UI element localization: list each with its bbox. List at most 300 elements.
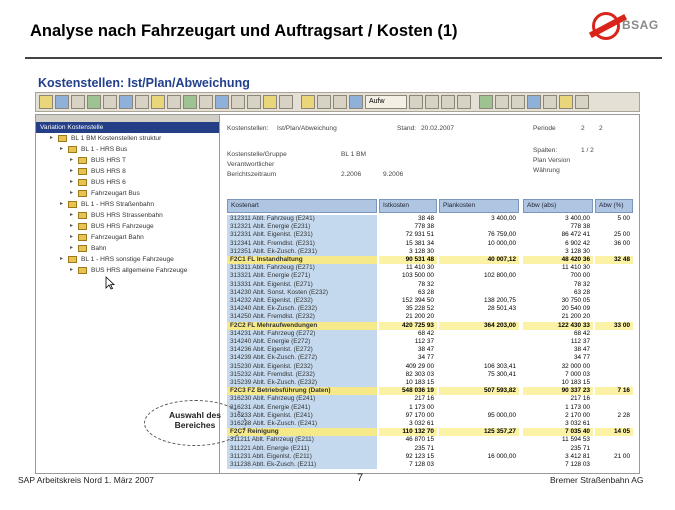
expand-icon[interactable]: ▸ (50, 135, 54, 141)
selection-callout (144, 400, 246, 446)
grid-sum-row[interactable] (227, 322, 633, 330)
tb-find-icon[interactable] (199, 95, 213, 109)
cell-ist: 21 200 20 (379, 313, 437, 321)
cell-abs: 3 128 30 (523, 248, 593, 256)
folder-icon (68, 256, 77, 263)
expand-icon[interactable]: ▸ (70, 223, 74, 229)
header-divider (25, 57, 662, 59)
berichtszeitraum-to: 9.2006 (383, 171, 404, 178)
kostenstellen-label: Kostenstellen: (227, 125, 269, 132)
tree-item-label: BUS HRS allgemeine Fahrzeuge (91, 267, 188, 274)
cell-abs: 78 32 (523, 281, 593, 289)
cell-abs: 68 42 (523, 330, 593, 338)
kostenstelle-value: BL 1 BM (341, 151, 367, 158)
tb-settings-icon[interactable] (279, 95, 293, 109)
cell-ist: 112 37 (379, 338, 437, 346)
tb-variant-icon[interactable] (263, 95, 277, 109)
cell-ist: 82 303 03 (379, 371, 437, 379)
folder-icon (78, 157, 87, 164)
tree-item[interactable] (36, 265, 219, 276)
col-header-kostenart[interactable]: Kostenart (227, 199, 377, 213)
expand-icon[interactable]: ▸ (70, 157, 74, 163)
cell-name: 316238 Ablt. Ek-Zusch. (E241) (227, 420, 377, 428)
table-row[interactable] (227, 354, 633, 362)
tree-item[interactable] (36, 243, 219, 254)
grid-sum-row[interactable] (227, 387, 633, 395)
cell-pct (595, 420, 633, 428)
cell-plan: 76 759,00 (439, 231, 519, 239)
cell-abs: 90 337 23 (523, 387, 593, 395)
verantwortlicher-label: Verantwortlicher (227, 161, 275, 168)
table-row[interactable] (227, 330, 633, 338)
cell-ist: 7 128 03 (379, 461, 437, 469)
table-row[interactable] (227, 379, 633, 387)
table-row[interactable] (227, 281, 633, 289)
table-row[interactable] (227, 412, 633, 420)
col-header-pct[interactable]: Abw (%) (595, 199, 633, 213)
table-row[interactable] (227, 215, 633, 223)
table-row[interactable] (227, 346, 633, 354)
cell-name: 315232 Ablt. Fremdlst. (E232) (227, 371, 377, 379)
cell-abs: 7 000 03 (523, 371, 593, 379)
waehrung-label: Währung (533, 167, 560, 174)
cell-ist: 235 71 (379, 445, 437, 453)
cell-abs: 10 183 15 (523, 379, 593, 387)
cell-pct (595, 289, 633, 297)
expand-icon[interactable]: ▸ (60, 146, 64, 152)
tb-save-icon[interactable] (301, 95, 315, 109)
expand-icon[interactable]: ▸ (70, 212, 74, 218)
cell-abs: 2 170 00 (523, 412, 593, 420)
table-row[interactable] (227, 338, 633, 346)
tree-item[interactable] (36, 232, 219, 243)
cell-abs: 3 400,00 (523, 215, 593, 223)
table-row[interactable] (227, 313, 633, 321)
tb-calc-icon[interactable] (527, 95, 541, 109)
folder-icon (78, 190, 87, 197)
slide-title: Analyse nach Fahrzeugart und Auftragsart / Kosten (1) (30, 22, 458, 40)
page-number: 7 (357, 472, 364, 484)
cell-abs: 217 16 (523, 395, 593, 403)
tb-back-icon[interactable] (317, 95, 331, 109)
cell-pct (595, 338, 633, 346)
cell-abs: 700 00 (523, 272, 593, 280)
tb-hierarchy-icon[interactable] (247, 95, 261, 109)
cell-pct (595, 223, 633, 231)
cell-name: 314230 Ablt. Sonst. Kosten (E232) (227, 289, 377, 297)
cell-pct (595, 346, 633, 354)
tree-item-label: Variation Kostenstelle (40, 124, 104, 131)
cell-plan: 28 501,43 (439, 305, 519, 313)
tb-help-icon[interactable] (575, 95, 589, 109)
grid-sum-row[interactable] (227, 256, 633, 264)
cell-ist: 35 228 52 (379, 305, 437, 313)
sap-toolbar (35, 92, 640, 112)
table-row[interactable] (227, 436, 633, 444)
cell-name: 314232 Ablt. Eigenlst. (E232) (227, 297, 377, 305)
cell-pct: 7 16 (595, 387, 633, 395)
cell-ist: 78 32 (379, 281, 437, 289)
cell-abs: 3 032 61 (523, 420, 593, 428)
bsag-logo (588, 10, 658, 44)
expand-icon[interactable]: ▸ (70, 179, 74, 185)
report-panel (221, 115, 639, 473)
tree-item[interactable] (36, 133, 219, 144)
cell-plan (439, 248, 519, 256)
cell-pct (595, 445, 633, 453)
cell-abs: 7 128 03 (523, 461, 593, 469)
footer-right: Bremer Straßenbahn AG (550, 475, 644, 485)
cell-pct: 36 00 (595, 240, 633, 248)
cell-name: 316231 Ablt. Energie (E241) (227, 404, 377, 412)
cell-plan (439, 354, 519, 362)
tb-field-select[interactable]: Aufw (365, 95, 407, 109)
cell-name: 314240 Ablt. Energie (E272) (227, 338, 377, 346)
tree-item[interactable] (36, 166, 219, 177)
col-header-plan[interactable]: Plankosten (439, 199, 519, 213)
cell-plan: 75 300,41 (439, 371, 519, 379)
cell-ist: 92 123 15 (379, 453, 437, 461)
cell-abs: 38 47 (523, 346, 593, 354)
folder-icon (78, 179, 87, 186)
cell-plan (439, 379, 519, 387)
tree-item[interactable] (36, 221, 219, 232)
folder-icon (58, 135, 67, 142)
cell-abs: 63 28 (523, 289, 593, 297)
cell-name: 311211 Ablt. Fahrzeug (E211) (227, 436, 377, 444)
cell-plan: 95 000,00 (439, 412, 519, 420)
cell-plan (439, 223, 519, 231)
cell-abs: 122 430 33 (523, 322, 593, 330)
tb-export-icon[interactable] (119, 95, 133, 109)
cell-name: 312311 Ablt. Fahrzeug (E241) (227, 215, 377, 223)
table-row[interactable] (227, 461, 633, 469)
table-row[interactable] (227, 240, 633, 248)
cell-plan: 364 203,00 (439, 322, 519, 330)
cell-pct: 21 00 (595, 453, 633, 461)
cell-plan (439, 436, 519, 444)
cell-plan (439, 313, 519, 321)
cell-name: 313331 Ablt. Eigenlst. (E271) (227, 281, 377, 289)
tb-print-icon[interactable] (55, 95, 69, 109)
cell-plan: 106 303,41 (439, 363, 519, 371)
tree-item-label: BUS HRS Strassenbahn (91, 212, 163, 219)
tb-sum-icon[interactable] (183, 95, 197, 109)
tb-grid-icon[interactable] (333, 95, 347, 109)
cell-ist: 97 170 00 (379, 412, 437, 420)
cell-pct: 2 28 (595, 412, 633, 420)
tb-note-icon[interactable] (559, 95, 573, 109)
tb-info-icon[interactable] (349, 95, 363, 109)
table-row[interactable] (227, 395, 633, 403)
tree-item[interactable] (36, 155, 219, 166)
mouse-cursor-icon (105, 276, 115, 290)
tree-item[interactable] (36, 254, 219, 265)
tb-table-icon[interactable] (495, 95, 509, 109)
cell-ist: 72 931 51 (379, 231, 437, 239)
tree-item[interactable] (36, 122, 219, 133)
cell-ist: 34 77 (379, 354, 437, 362)
cell-name: 313321 Ablt. Energie (E271) (227, 272, 377, 280)
cell-name: 312351 Ablt. Ek-Zusch. (E231) (227, 248, 377, 256)
cell-name: 312331 Ablt. Eigenlst. (E231) (227, 231, 377, 239)
footer-left: SAP Arbeitskreis Nord 1. März 2007 (18, 475, 154, 485)
cell-ist: 778 38 (379, 223, 437, 231)
tree-item[interactable] (36, 188, 219, 199)
cell-abs: 7 035 40 (523, 428, 593, 436)
cell-ist: 3 032 61 (379, 420, 437, 428)
cell-pct (595, 305, 633, 313)
cell-ist: 68 42 (379, 330, 437, 338)
berichtszeitraum-from: 2.2006 (341, 171, 362, 178)
cell-plan: 102 800,00 (439, 272, 519, 280)
tree-item-label: BUS HRS Fahrzeuge (91, 223, 154, 230)
cell-name: 314250 Ablt. Fremdlst. (E232) (227, 313, 377, 321)
tb-chart-icon[interactable] (87, 95, 101, 109)
cell-pct (595, 371, 633, 379)
grid-body (227, 215, 633, 473)
cell-pct: 32 48 (595, 256, 633, 264)
tree-item-label: BUS HRS 8 (91, 168, 126, 175)
tree-item-label: BL 1 - HRS Bus (81, 146, 128, 153)
cell-abs: 20 540 09 (523, 305, 593, 313)
tb-select-icon[interactable] (39, 95, 53, 109)
tree-item-label: Bahn (91, 245, 107, 252)
tb-prev-icon[interactable] (425, 95, 439, 109)
folder-icon (78, 168, 87, 175)
cell-plan: 125 357,27 (439, 428, 519, 436)
cell-pct (595, 330, 633, 338)
table-row[interactable] (227, 264, 633, 272)
tb-next-icon[interactable] (441, 95, 455, 109)
cell-plan (439, 330, 519, 338)
expand-icon[interactable]: ▸ (70, 168, 74, 174)
tb-column-icon[interactable] (215, 95, 229, 109)
cell-name: 311221 Ablt. Energie (E211) (227, 445, 377, 453)
cell-pct: 25 00 (595, 231, 633, 239)
cell-plan (439, 264, 519, 272)
table-row[interactable] (227, 305, 633, 313)
expand-icon[interactable]: ▸ (60, 256, 64, 262)
table-row[interactable] (227, 231, 633, 239)
cell-pct (595, 395, 633, 403)
tree-item-label: BUS HRS T (91, 157, 127, 164)
tb-graphic-icon[interactable] (479, 95, 493, 109)
table-row[interactable] (227, 404, 633, 412)
tree-item[interactable] (36, 199, 219, 210)
folder-icon (78, 223, 87, 230)
cell-ist: 38 47 (379, 346, 437, 354)
cell-name: 314236 Ablt. Eigenlst. (E272) (227, 346, 377, 354)
grid-sum-row[interactable] (227, 428, 633, 436)
cell-name: 313311 Ablt. Fahrzeug (E271) (227, 264, 377, 272)
callout-line-1: Auswahl des (169, 410, 221, 420)
kostenstellen-value: Ist/Plan/Abweichung (277, 125, 337, 132)
spalten-value: 1 / 2 (581, 147, 594, 154)
cell-abs: 11 410 30 (523, 264, 593, 272)
cell-ist: 420 725 93 (379, 322, 437, 330)
cell-abs: 86 472 41 (523, 231, 593, 239)
folder-icon (78, 267, 87, 274)
cell-name: 314231 Ablt. Fahrzeug (E272) (227, 330, 377, 338)
expand-icon[interactable]: ▸ (70, 190, 74, 196)
table-row[interactable] (227, 371, 633, 379)
cell-pct: 33 00 (595, 322, 633, 330)
expand-icon[interactable]: ▸ (70, 234, 74, 240)
kostenstelle-label: Kostenstelle/Gruppe (227, 151, 287, 158)
sap-report-area (35, 114, 640, 474)
tree-item-label: BL 1 - HRS Straßenbahn (81, 201, 155, 208)
table-row[interactable] (227, 289, 633, 297)
tb-last-icon[interactable] (457, 95, 471, 109)
cell-ist: 1 173 00 (379, 404, 437, 412)
tb-filter-icon[interactable] (103, 95, 117, 109)
cell-pct (595, 248, 633, 256)
table-row[interactable] (227, 420, 633, 428)
cell-pct (595, 297, 633, 305)
tb-sort-icon[interactable] (71, 95, 85, 109)
cell-pct (595, 461, 633, 469)
callout-line-2: Bereiches (174, 420, 216, 430)
table-row[interactable] (227, 453, 633, 461)
folder-icon (78, 212, 87, 219)
cell-abs: 30 750 05 (523, 297, 593, 305)
cell-abs: 6 902 42 (523, 240, 593, 248)
cell-ist: 38 48 (379, 215, 437, 223)
logo-text: BSAG (622, 18, 659, 32)
cell-abs: 34 77 (523, 354, 593, 362)
periode-to: 2 (599, 125, 603, 132)
cell-name: 314239 Ablt. Ek-Zusch. (E272) (227, 354, 377, 362)
cell-plan (439, 420, 519, 428)
tree-item-label: BUS HRS 6 (91, 179, 126, 186)
tb-check-icon[interactable] (543, 95, 557, 109)
tb-mail-icon[interactable] (135, 95, 149, 109)
cell-pct (595, 363, 633, 371)
cell-ist: 103 500 00 (379, 272, 437, 280)
cell-name: F2C3 FZ Betriebsführung (Daten) (227, 387, 377, 395)
cell-abs: 3 412 81 (523, 453, 593, 461)
tb-list-icon[interactable] (511, 95, 525, 109)
cell-name: F2C2 FL Mehraufwendungen (227, 322, 377, 330)
tree-item[interactable] (36, 210, 219, 221)
cell-abs: 48 420 36 (523, 256, 593, 264)
cell-plan: 507 593,82 (439, 387, 519, 395)
cell-ist: 548 036 19 (379, 387, 437, 395)
cell-plan: 138 200,75 (439, 297, 519, 305)
periode-from: 2 (581, 125, 585, 132)
tree-item-label: BL 1 BM Kostenstellen struktur (71, 135, 162, 142)
cell-pct (595, 264, 633, 272)
cell-pct: 5 00 (595, 215, 633, 223)
folder-icon (78, 234, 87, 241)
expand-icon[interactable]: ▸ (70, 245, 74, 251)
cell-plan (439, 404, 519, 412)
tree-item-label: BL 1 - HRS sonstige Fahrzeuge (81, 256, 174, 263)
tb-detail-icon[interactable] (231, 95, 245, 109)
tree-item[interactable] (36, 144, 219, 155)
expand-icon[interactable]: ▸ (60, 201, 64, 207)
cell-name: 316233 Ablt. Eigenlst. (E241) (227, 412, 377, 420)
folder-icon (68, 146, 77, 153)
cell-pct (595, 354, 633, 362)
plan-version-label: Plan Version (533, 157, 571, 164)
periode-label: Periode (533, 125, 556, 132)
table-row[interactable] (227, 363, 633, 371)
table-row[interactable] (227, 223, 633, 231)
cell-plan (439, 461, 519, 469)
table-row[interactable] (227, 248, 633, 256)
col-header-ist[interactable]: Istkosten (379, 199, 437, 213)
cell-plan (439, 281, 519, 289)
cell-ist: 3 128 30 (379, 248, 437, 256)
tb-first-icon[interactable] (409, 95, 423, 109)
cell-ist: 15 381 34 (379, 240, 437, 248)
cell-abs: 32 000 00 (523, 363, 593, 371)
cell-ist: 110 132 70 (379, 428, 437, 436)
tree-item-label: Fahrzeugart Bus (91, 190, 140, 197)
cell-plan (439, 445, 519, 453)
folder-icon (78, 245, 87, 252)
cell-ist: 152 394 50 (379, 297, 437, 305)
stand-value: 20.02.2007 (421, 125, 455, 132)
cell-pct (595, 404, 633, 412)
cell-ist: 10 183 15 (379, 379, 437, 387)
tree-item-label: Fahrzeugart Bahn (91, 234, 144, 241)
col-header-abs[interactable]: Abw (abs) (523, 199, 593, 213)
cell-plan: 16 000,00 (439, 453, 519, 461)
cell-plan: 10 000,00 (439, 240, 519, 248)
cell-abs: 21 200 20 (523, 313, 593, 321)
report-subtitle: Kostenstellen: Ist/Plan/Abweichung (38, 76, 250, 90)
table-row[interactable] (227, 297, 633, 305)
cell-abs: 11 594 53 (523, 436, 593, 444)
tree-header (36, 115, 219, 122)
cell-pct (595, 281, 633, 289)
cell-plan: 3 400,00 (439, 215, 519, 223)
cell-plan (439, 346, 519, 354)
report-info (221, 115, 639, 185)
expand-icon[interactable]: ▸ (70, 267, 74, 273)
table-row[interactable] (227, 445, 633, 453)
cell-name: 314240 Ablt. Ek-Zusch. (E232) (227, 305, 377, 313)
cell-name: 315239 Ablt. Ek-Zusch. (E232) (227, 379, 377, 387)
cell-plan (439, 289, 519, 297)
cell-abs: 112 37 (523, 338, 593, 346)
berichtszeitraum-label: Berichtszeitraum (227, 171, 277, 178)
cell-ist: 63 28 (379, 289, 437, 297)
cell-name: F2C1 FL Instandhaltung (227, 256, 377, 264)
tb-layout-icon[interactable] (167, 95, 181, 109)
cell-name: 311238 Ablt. Ek-Zusch. (E211) (227, 461, 377, 469)
cell-pct (595, 379, 633, 387)
cell-name: F2C7 Reinigung (227, 428, 377, 436)
cell-ist: 409 29 00 (379, 363, 437, 371)
cell-ist: 46 870 15 (379, 436, 437, 444)
tree-item[interactable] (36, 177, 219, 188)
folder-icon (68, 201, 77, 208)
cell-ist: 90 531 48 (379, 256, 437, 264)
cell-pct: 14 05 (595, 428, 633, 436)
cell-abs: 778 38 (523, 223, 593, 231)
cell-abs: 235 71 (523, 445, 593, 453)
cell-ist: 217 16 (379, 395, 437, 403)
spalten-label: Spalten: (533, 147, 558, 154)
tb-folder-icon[interactable] (151, 95, 165, 109)
cell-pct (595, 313, 633, 321)
cell-name: 311231 Ablt. Eigenlst. (E211) (227, 453, 377, 461)
table-row[interactable] (227, 272, 633, 280)
